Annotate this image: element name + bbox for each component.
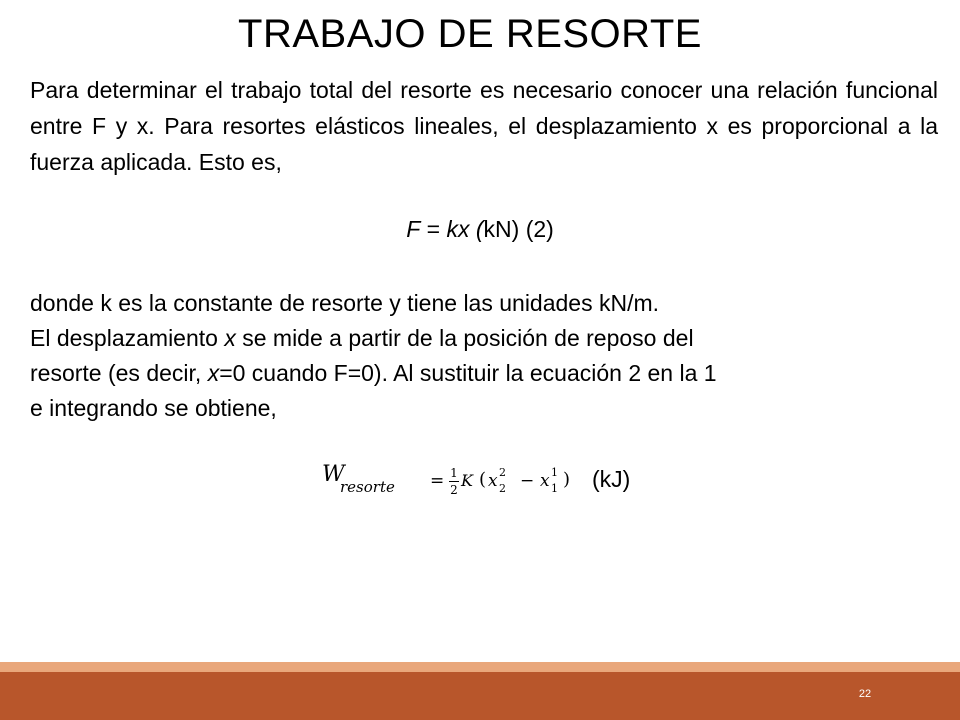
formula-left-paren: ( — [479, 469, 487, 490]
formula-w: W — [322, 462, 345, 487]
explanation-line-2 — [30, 321, 940, 356]
formula-equals: = — [430, 471, 445, 491]
line2-text-a: El desplazamiento — [30, 325, 225, 351]
formula-x-a-sup: 2 — [499, 466, 506, 479]
formula-x-b-sub: 1 — [551, 482, 558, 495]
line3-var-x: x — [207, 360, 220, 386]
explanation-line-3 — [30, 356, 940, 391]
footer-accent-line — [0, 662, 960, 672]
formula-subscript: resorte — [340, 478, 395, 496]
explanation-line-4: e integrando se obtiene, — [30, 395, 277, 421]
intro-paragraph: Para determinar el trabajo total del resorte es necesario conocer una relación funcional entre F y x. Para resortes elásticos lineales, el desplazamiento x es proporcional a la fuerza aplicada. Esto es, — [30, 77, 938, 175]
formula-right-paren: ) — [563, 469, 571, 490]
eq-symbol-f: F — [406, 216, 421, 242]
line3-text-a: resorte (es decir, — [30, 360, 208, 386]
line3-text-b: =0 cuando F=0). Al sustituir la ecuación 2 en la 1 — [219, 360, 717, 386]
fraction-numerator: 1 — [450, 466, 458, 480]
formula-x-a: x — [488, 471, 498, 491]
formula-x-b: x — [540, 471, 550, 491]
line2-var-x: x — [224, 325, 236, 351]
eq-open-paren: ( — [469, 216, 484, 242]
fraction-bar — [449, 481, 459, 482]
explanation-line-1: donde k es la constante de resorte y tiene las unidades kN/m. — [30, 290, 660, 316]
footer-bar — [0, 672, 960, 720]
eq-symbol-kx: kx — [446, 216, 470, 242]
formula-k: K — [461, 471, 473, 490]
formula-unit: (kJ) — [592, 466, 631, 492]
formula-minus: − — [520, 471, 535, 491]
force-equation — [0, 214, 960, 244]
eq-unit: kN) (2) — [483, 216, 554, 242]
page-number: 22 — [858, 688, 872, 700]
formula-x-b-sup: 1 — [551, 466, 558, 479]
explanation-paragraph — [30, 286, 940, 426]
formula-x-a-sub: 2 — [499, 482, 506, 495]
line2-text-b: se mide a partir de la posición de reposo del — [235, 325, 694, 351]
slide-title: TRABAJO DE RESORTE — [238, 12, 702, 56]
fraction-denominator: 2 — [450, 483, 458, 497]
eq-equals: = — [420, 216, 447, 242]
formula-fraction — [449, 467, 459, 496]
